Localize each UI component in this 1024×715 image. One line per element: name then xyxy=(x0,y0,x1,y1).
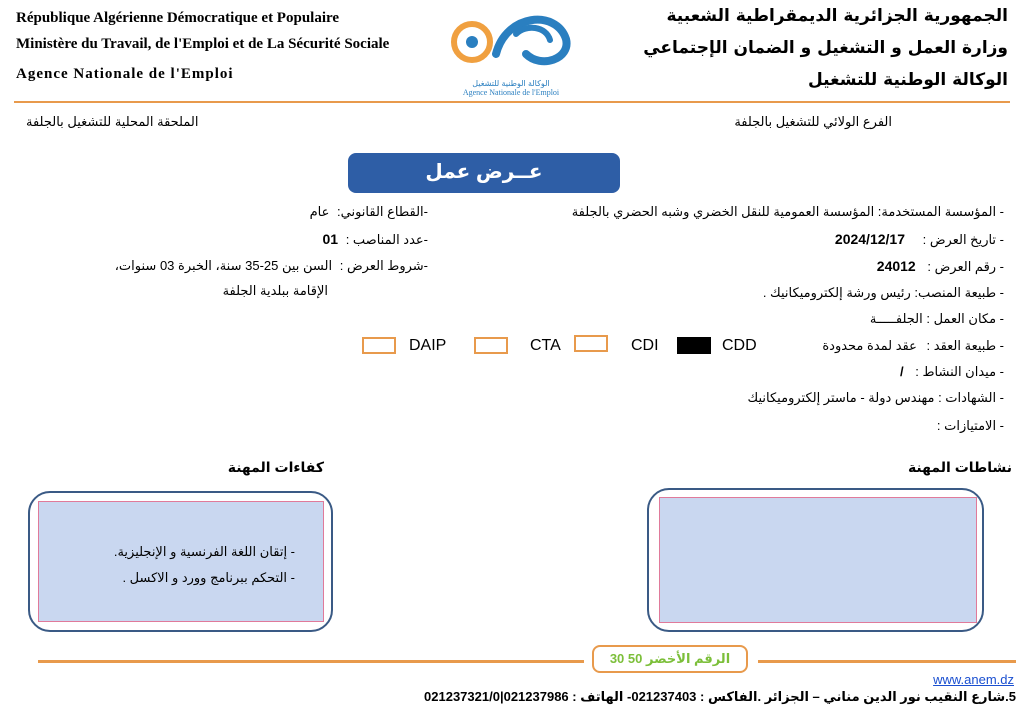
field-conditions-label: -شروط العرض : xyxy=(339,258,428,273)
header-fr-agency: Agence Nationale de l'Emploi xyxy=(16,66,234,82)
logo-text-ar: الوكالة الوطنية للتشغيل xyxy=(472,79,550,88)
footer-address: 5.شارع النقيب نور الدين مناني – الجزائر .الفاكس : 021237403- الهاتف : 021237986|021237321/0 xyxy=(424,689,1016,704)
field-conditions xyxy=(115,258,428,274)
field-contract-value: عقد لمدة محدودة xyxy=(822,338,917,353)
green-number-badge: الرقم الأخضر 50 30 xyxy=(592,645,748,673)
field-date-label: - تاريخ العرض : xyxy=(922,232,1004,247)
field-activity-value: / xyxy=(900,364,904,379)
field-sector xyxy=(310,204,428,220)
field-privileges: - الامتيازات : xyxy=(936,418,1004,433)
anem-logo xyxy=(446,4,576,97)
activities-title: نشاطات المهنة xyxy=(907,459,1012,475)
field-conditions-value: السن بين 25-35 سنة، الخبرة 03 سنوات، xyxy=(114,258,333,273)
field-employer: - المؤسسة المستخدمة: المؤسسة العمومية للنقل الخضري وشبه الحضري بالجلفة xyxy=(571,204,1004,219)
field-sector-label: -القطاع القانوني: xyxy=(337,204,428,219)
contract-cdd-checkbox[interactable] xyxy=(677,337,711,354)
header-divider xyxy=(14,101,1010,103)
field-position: - طبيعة المنصب: رئيس ورشة إلكتروميكانيك . xyxy=(762,285,1004,300)
logo-text-fr: Agence Nationale de l'Emploi xyxy=(462,88,560,97)
skill-item: - إتقان اللغة الفرنسية و الإنجليزية. xyxy=(113,544,295,559)
field-sector-value: عام xyxy=(309,204,330,219)
contract-daip-label: DAIP xyxy=(409,337,447,354)
branch-wilaya: الفرع الولائي للتشغيل بالجلفة xyxy=(734,114,892,129)
contract-cdi-checkbox[interactable] xyxy=(574,335,608,352)
header-ar-ministry: وزارة العمل و التشغيل و الضمان الإجتماعي xyxy=(643,38,1008,58)
field-number-label: - رقم العرض : xyxy=(927,259,1004,274)
contract-cdi-label: CDI xyxy=(631,337,659,354)
field-date-value: 2024/12/17 xyxy=(834,231,905,247)
field-activity-label: - ميدان النشاط : xyxy=(915,364,1004,379)
footer-divider-right xyxy=(758,660,1016,663)
field-conditions-residence: الإقامة ببلدية الجلفة xyxy=(222,283,328,298)
website-link[interactable]: www.anem.dz xyxy=(933,672,1014,687)
field-positions-value: 01 xyxy=(322,231,339,247)
field-number xyxy=(877,258,1004,275)
header-fr-republic: République Algérienne Démocratique et Populaire xyxy=(16,10,340,26)
page-title: عــرض عمل xyxy=(348,153,620,193)
field-date xyxy=(835,231,1004,248)
contract-cta-checkbox[interactable] xyxy=(474,337,508,354)
field-positions-count xyxy=(322,231,428,248)
field-contract xyxy=(822,338,1004,354)
anem-logo-icon xyxy=(446,4,576,74)
field-workplace: - مكان العمل : الجلفـــــة xyxy=(869,311,1004,326)
branch-local: الملحقة المحلية للتشغيل بالجلفة xyxy=(26,114,199,129)
header-fr-ministry: Ministère du Travail, de l'Emploi et de La Sécurité Sociale xyxy=(16,36,390,52)
skills-box xyxy=(38,501,324,622)
skills-title: كفاءات المهنة xyxy=(227,459,324,475)
contract-daip-checkbox[interactable] xyxy=(362,337,396,354)
skill-item: - التحكم ببرنامج وورد و الاكسل . xyxy=(122,570,295,585)
activities-box xyxy=(659,497,977,623)
field-positions-label: -عدد المناصب : xyxy=(345,232,428,247)
header-ar-republic: الجمهورية الجزائرية الديمقراطية الشعبية xyxy=(666,6,1008,26)
field-activity xyxy=(900,364,1004,380)
field-diplomas: - الشهادات : مهندس دولة - ماستر إلكتروميكانيك xyxy=(747,390,1004,405)
field-number-value: 24012 xyxy=(876,258,916,274)
footer-divider-left xyxy=(38,660,584,663)
contract-cta-label: CTA xyxy=(530,337,561,354)
field-contract-label: - طبيعة العقد : xyxy=(926,338,1004,353)
contract-cdd-label: CDD xyxy=(722,337,757,354)
header-ar-agency: الوكالة الوطنية للتشغيل xyxy=(807,70,1008,90)
